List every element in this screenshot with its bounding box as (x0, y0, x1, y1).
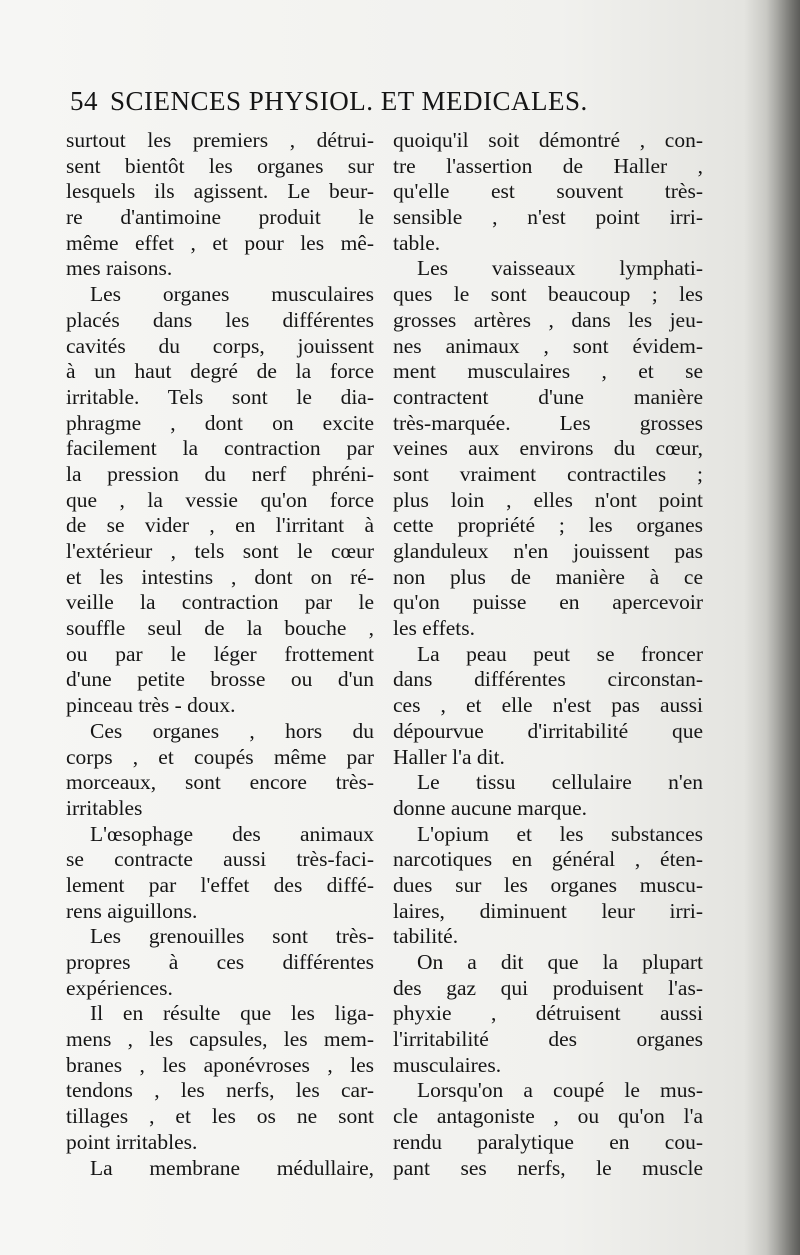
text-line: lement par l'effet des diffé- (66, 872, 374, 897)
binding-shadow (766, 0, 800, 1255)
text-line: tre l'assertion de Haller , (393, 153, 703, 178)
text-line: tendons , les nerfs, les car- (66, 1078, 374, 1103)
text-line: sensible , n'est point irri- (393, 205, 703, 230)
text-line: la pression du nerf phréni- (66, 461, 374, 486)
text-line: veille la contraction par le (66, 590, 374, 615)
text-line: plus loin , elles n'ont point (393, 487, 703, 512)
text-line: et les intestins , dont on ré- (66, 564, 374, 589)
text-line: dues sur les organes muscu- (393, 872, 703, 897)
text-line: Les organes musculaires (90, 282, 374, 307)
text-line: irritable. Tels sont le dia- (66, 384, 374, 409)
text-line: La peau peut se froncer (417, 641, 703, 666)
text-line: lesquels ils agissent. Le beur- (66, 179, 374, 204)
text-line: nes animaux , sont évidem- (393, 333, 703, 358)
text-line: à un haut degré de la force (66, 359, 374, 384)
text-line: rens aiguillons. (66, 898, 198, 923)
text-line: ces , et elle n'est pas aussi (393, 693, 703, 718)
page-number: 54 (70, 86, 98, 116)
text-line: point irritables. (66, 1129, 198, 1154)
text-line: On a dit que la plupart (417, 950, 703, 974)
text-line: ques le sont beaucoup ; les (393, 282, 703, 307)
text-line: très-marquée. Les grosses (393, 410, 703, 435)
text-line: phragme , dont on excite (66, 410, 374, 435)
text-line: veines aux environs du cœur, (393, 436, 703, 461)
text-line: ment musculaires , et se (393, 359, 703, 384)
text-line: Les vaisseaux lymphati- (417, 256, 703, 281)
text-line: table. (393, 230, 441, 255)
text-line: facilement la contraction par (66, 436, 374, 461)
text-line: donne aucune marque. (393, 795, 588, 820)
text-line: surtout les premiers , détrui- (66, 128, 374, 152)
text-line: Le tissu cellulaire n'en (417, 770, 703, 795)
text-line: L'opium et les substances (417, 821, 703, 846)
text-line: Ces organes , hors du (90, 718, 374, 743)
text-line: mes raisons. (66, 256, 173, 281)
text-line: Lorsqu'on a coupé le mus- (417, 1078, 703, 1103)
text-line: d'une petite brosse ou d'un (66, 667, 374, 692)
text-line: l'irritabilité des organes (393, 1027, 703, 1052)
left-text-column (66, 128, 374, 1181)
text-line: contractent d'une manière (393, 384, 703, 409)
right-text-column (393, 128, 703, 1181)
text-line: irritables (66, 795, 143, 820)
text-line: Les grenouilles sont très- (90, 924, 374, 949)
text-line: qu'elle est souvent très- (393, 179, 703, 204)
text-line: phyxie , détruisent aussi (393, 1001, 703, 1026)
text-line: pant ses nerfs, le muscle (393, 1155, 703, 1180)
text-line: que , la vessie qu'on force (66, 487, 374, 512)
text-line: de se vider , en l'irritant à (66, 513, 374, 538)
text-line: des gaz qui produisent l'as- (393, 975, 703, 1000)
text-line: sent bientôt les organes sur (66, 153, 374, 178)
text-line: quoiqu'il soit démontré , con- (393, 128, 703, 152)
text-line: re d'antimoine produit le (66, 205, 374, 230)
text-line: dans différentes circonstan- (393, 667, 703, 692)
text-line: cette propriété ; les organes (393, 513, 703, 538)
text-line: rendu paralytique en cou- (393, 1129, 703, 1154)
text-line: musculaires. (393, 1052, 502, 1077)
text-line: mens , les capsules, les mem- (66, 1027, 374, 1052)
text-line: dépourvue d'irritabilité que (393, 718, 703, 743)
text-line: glanduleux n'en jouissent pas (393, 539, 703, 563)
text-line: Il en résulte que les liga- (90, 1001, 374, 1026)
text-line: ou par le léger frottement (66, 641, 374, 666)
text-line: narcotiques en général , éten- (393, 847, 703, 872)
text-line: se contracte aussi très-faci- (66, 847, 374, 872)
text-line: grosses artères , dans les jeu- (393, 307, 703, 332)
text-line: expériences. (66, 975, 173, 1000)
text-line: qu'on puisse en apercevoir (393, 590, 703, 615)
text-line: souffle seul de la bouche , (66, 616, 374, 641)
text-line: sont vraiment contractiles ; (393, 461, 703, 486)
text-line: corps , et coupés même par (66, 744, 374, 769)
text-line: Haller l'a dit. (393, 744, 505, 769)
text-line: morceaux, sont encore très- (66, 770, 374, 795)
text-line: L'œsophage des animaux (90, 821, 374, 846)
text-line: propres à ces différentes (66, 950, 374, 974)
text-line: cavités du corps, jouissent (66, 333, 374, 358)
text-line: cle antagoniste , ou qu'on l'a (393, 1104, 703, 1129)
text-line: même effet , et pour les mê- (66, 230, 374, 255)
text-line: les effets. (393, 616, 475, 641)
running-title: SCIENCES PHYSIOL. ET MEDICALES. (110, 86, 588, 116)
text-line: tabilité. (393, 924, 459, 949)
text-line: pinceau très - doux. (66, 693, 236, 718)
text-line: branes , les aponévroses , les (66, 1052, 374, 1077)
text-line: l'extérieur , tels sont le cœur (66, 539, 374, 563)
text-line: non plus de manière à ce (393, 564, 703, 589)
text-line: tillages , et les os ne sont (66, 1104, 374, 1129)
text-line: laires, diminuent leur irri- (393, 898, 703, 923)
running-header (70, 86, 670, 120)
text-line: placés dans les différentes (66, 307, 374, 332)
text-line: La membrane médullaire, (90, 1155, 374, 1180)
